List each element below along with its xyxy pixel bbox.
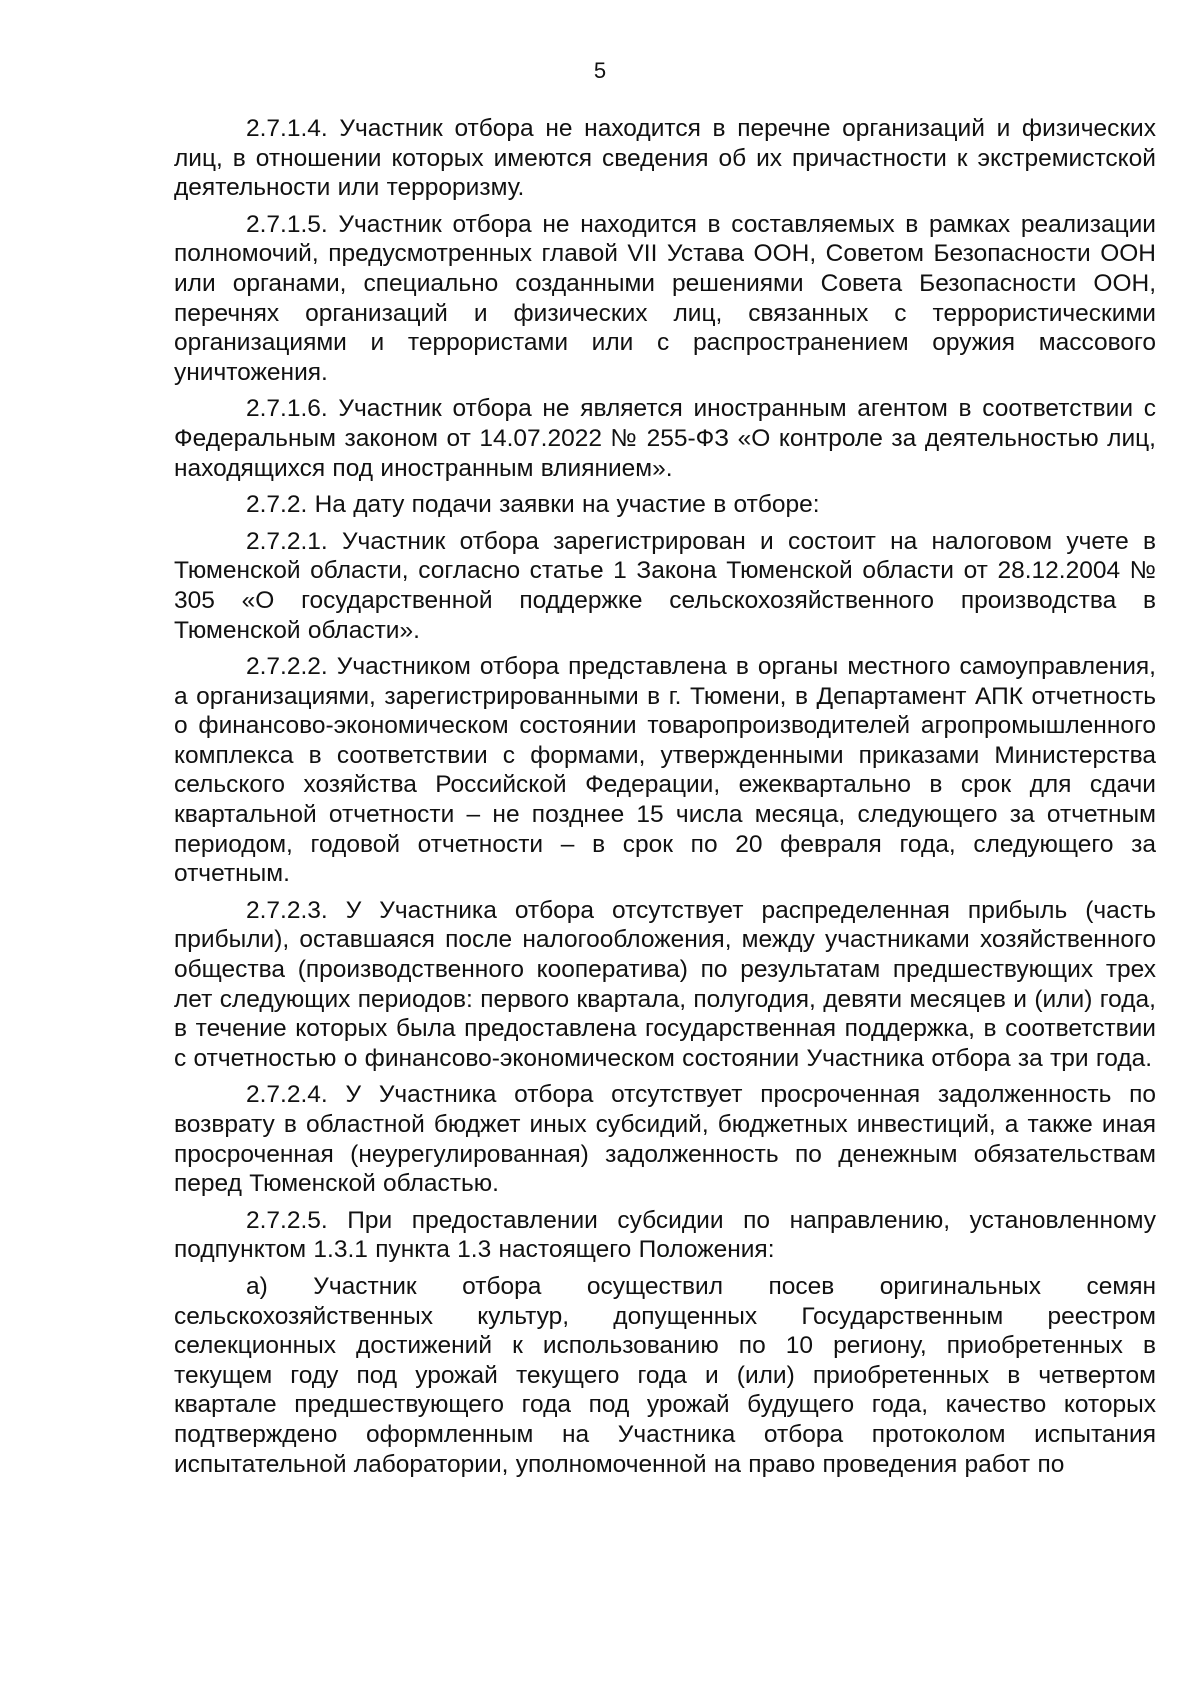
- paragraph-2-7-2-4: 2.7.2.4. У Участника отбора отсутствует просроченная задолженность по возврату в областной бюджет иных субсидий, бюджетных инвестиций, а также иная просроченная (неурегулированная) задолженность по денежным обязательствам перед Тюменской областью.: [174, 1081, 1156, 1198]
- paragraph-2-7-2-1: 2.7.2.1. Участник отбора зарегистрирован и состоит на налоговом учете в Тюменской области, согласно статье 1 Закона Тюменской области от 28.12.2004 № 305 «О государственной поддержке сельскохозяйственного производства в Тюменской области».: [174, 527, 1156, 644]
- paragraph-2-7-1-5: 2.7.1.5. Участник отбора не находится в составляемых в рамках реализации полномочий, предусмотренных главой VII Устава ООН, Советом Безопасности ООН или органами, специально созданными решениями Совета Безопасности ООН, перечнях организаций и физических лиц, связанных с террористическими организациями и террористами или с распространением оружия массового уничтожения.: [174, 210, 1156, 386]
- paragraph-item-a: а) Участник отбора осуществил посев оригинальных семян сельскохозяйственных культур, допущенных Государственным реестром селекционных достижений к использованию по 10 региону, приобретенных в текущем году под урожай текущего года и (или) приобретенных в четвертом квартале предшествующего года под урожай будущего года, качество которых подтверждено оформленным на Участника отбора протоколом испытания испытательной лаборатории, уполномоченной на право проведения работ по: [174, 1272, 1156, 1478]
- paragraph-2-7-2-3: 2.7.2.3. У Участника отбора отсутствует распределенная прибыль (часть прибыли), оставшаяся после налогообложения, между участниками хозяйственного общества (производственного кооператива) по результатам предшествующих трех лет следующих периодов: первого квартала, полугодия, девяти месяцев и (или) года, в течение которых была предоставлена государственная поддержка, в соответствии с отчетностью о финансово-экономическом состоянии Участника отбора за три года.: [174, 896, 1156, 1072]
- paragraph-2-7-2-2: 2.7.2.2. Участником отбора представлена в органы местного самоуправления, а организациями, зарегистрированными в г. Тюмени, в Департамент АПК отчетность о финансово-экономическом состоянии товаропроизводителей агропромышленного комплекса в соответствии с формами, утвержденными приказами Министерства сельского хозяйства Российской Федерации, ежеквартально в срок для сдачи квартальной отчетности – не позднее 15 числа месяца, следующего за отчетным периодом, годовой отчетности – в срок по 20 февраля года, следующего за отчетным.: [174, 653, 1156, 888]
- paragraph-2-7-2-5: 2.7.2.5. При предоставлении субсидии по направлению, установленному подпунктом 1.3.1 пункта 1.3 настоящего Положения:: [174, 1206, 1156, 1264]
- paragraph-2-7-1-6: 2.7.1.6. Участник отбора не является иностранным агентом в соответствии с Федеральным законом от 14.07.2022 № 255-ФЗ «О контроле за деятельностью лиц, находящихся под иностранным влиянием».: [174, 395, 1156, 482]
- paragraph-2-7-1-4: 2.7.1.4. Участник отбора не находится в перечне организаций и физических лиц, в отношении которых имеются сведения об их причастности к экстремистской деятельности или терроризму.: [174, 115, 1156, 202]
- document-body: [174, 114, 1156, 1486]
- paragraph-2-7-2: 2.7.2. На дату подачи заявки на участие в отборе:: [246, 491, 820, 519]
- page-number: 5: [593, 58, 607, 83]
